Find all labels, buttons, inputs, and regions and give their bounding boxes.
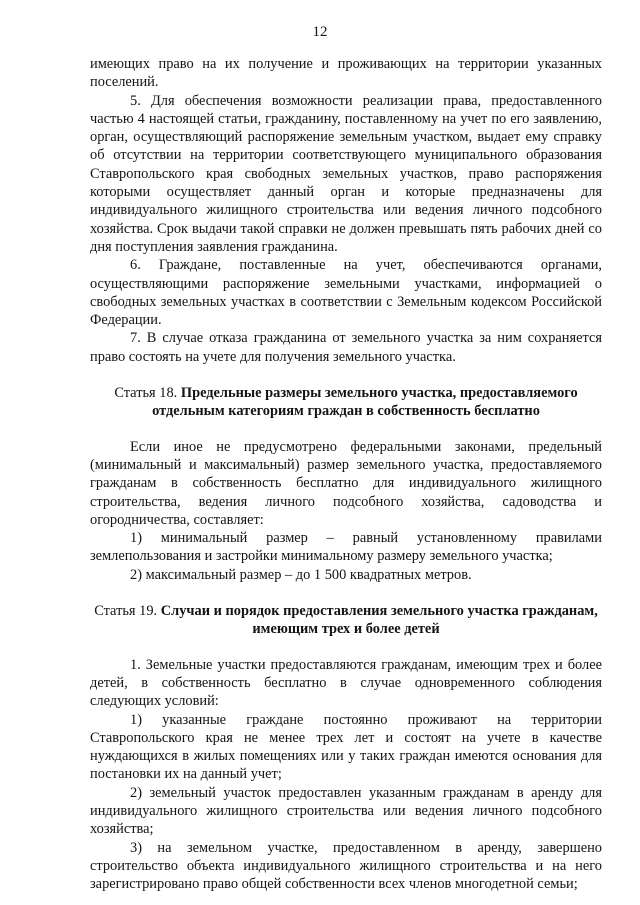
article-18-title: Предельные размеры земельного участка, предоставляемого отдельным категориям граждан в собственность бесплатно <box>152 385 578 420</box>
page-number: 12 <box>312 24 328 40</box>
article-18-prefix: Статья 18. <box>114 385 178 402</box>
document-body <box>90 55 602 893</box>
article-18-heading <box>90 384 602 421</box>
article-19-item-3: 3) на земельном участке, предоставленном в аренду, завершено строительство объекта индивидуального жилищного строительства и на него зарегистрировано право общей собственности всех членов многодетной семьи; <box>90 839 602 893</box>
article-18-item-2: 2) максимальный размер – до 1 500 квадратных метров. <box>130 566 472 583</box>
paragraph-7: 7. В случае отказа гражданина от земельного участка за ним сохраняется право состоять на учете для получения земельного участка. <box>90 330 602 365</box>
paragraph-5: 5. Для обеспечения возможности реализации права, предоставленного частью 4 настоящей статьи, гражданину, поставленному на учет по его заявлению, орган, осуществляющий распоряжение земельным участком, выдает ему справку об отсутствии на территории соответствующего муниципального образования Ставропольского края свободных земельных участков, право распоряжения которыми осуществляет данный орган и которые предназначены для индивидуального жилищного строительства или ведения личного подсобного хозяйства. Срок выдачи такой справки не должен превышать пять рабочих дней со дня поступления заявления гражданина. <box>90 92 602 255</box>
article-19-heading <box>90 602 602 639</box>
article-19-item-1: 1) указанные граждане постоянно проживают на территории Ставропольского края не менее трех лет и состоят на учете в качестве нуждающихся в жилых помещениях или у таких граждан имеются основания для постановки их на данный учет; <box>90 711 602 783</box>
article-19-item-2: 2) земельный участок предоставлен указанным гражданам в аренду для индивидуального жилищного строительства или ведения личного подсобного хозяйства; <box>90 784 602 838</box>
paragraph-6: 6. Граждане, поставленные на учет, обеспечиваются органами, осуществляющими распоряжение земельными участками, информацией о свободных земельных участках в соответствии с Земельным кодексом Российской Федерации. <box>90 257 602 329</box>
article-19-title: Случаи и порядок предоставления земельного участка гражданам, имеющим трех и более детей <box>160 603 598 638</box>
article-18-paragraph: Если иное не предусмотрено федеральными законами, предельный (минимальный и максимальный) размер земельного участка, предоставляемого гражданам в собственность бесплатно для индивидуального жилищного строительства, ведения личного подсобного хозяйства, садоводства и огородничества, составляет: <box>90 438 602 528</box>
article-18-item-1: 1) минимальный размер – равный установленному правилами землепользования и застройки минимальному размеру земельного участка; <box>90 530 602 565</box>
article-19-prefix: Статья 19. <box>94 603 158 620</box>
article-19-paragraph-1: 1. Земельные участки предоставляются гражданам, имеющим трех и более детей, в собственность бесплатно в случае одновременного соблюдения следующих условий: <box>90 656 602 710</box>
paragraph-continuation: имеющих право на их получение и проживающих на территории указанных поселений. <box>90 56 602 91</box>
